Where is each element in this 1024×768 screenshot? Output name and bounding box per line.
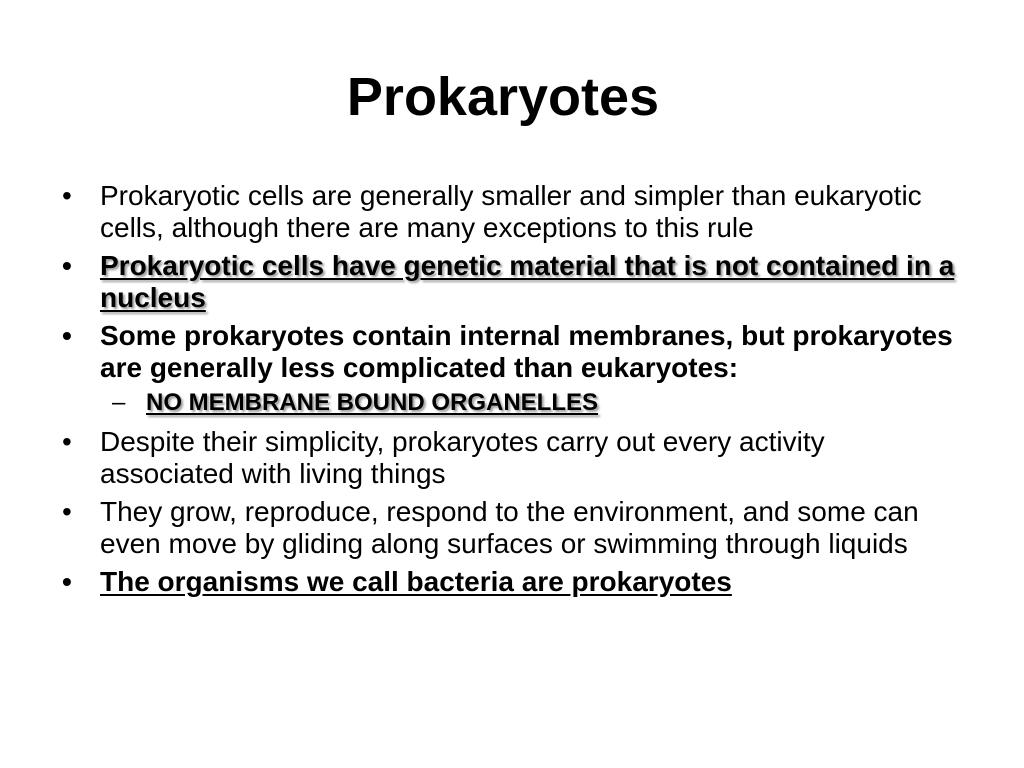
bullet-list [62, 180, 962, 604]
bullet-marker: • [62, 320, 72, 351]
bullet-item [62, 250, 962, 314]
bullet-text: Despite their simplicity, prokaryotes carry out every activity associated with living things [100, 426, 825, 489]
bullet-marker: • [62, 566, 72, 597]
sub-bullet-item [62, 388, 962, 418]
bullet-item [62, 180, 962, 244]
bullet-marker: • [62, 426, 72, 457]
bullet-marker: • [62, 250, 72, 281]
bullet-item [62, 426, 962, 490]
bullet-text: They grow, reproduce, respond to the environment, and some can even move by gliding along surfaces or swimming through liquids [100, 496, 919, 559]
bullet-text-emphasized: Prokaryotic cells have genetic material that is not contained in a nucleus [100, 250, 955, 313]
bullet-marker: • [62, 496, 72, 527]
slide-title: Prokaryotes [346, 67, 660, 127]
bullet-item [62, 320, 962, 384]
sub-bullet-text: NO MEMBRANE BOUND ORGANELLES [146, 389, 599, 416]
bullet-marker: • [62, 180, 72, 211]
bullet-item [62, 566, 962, 598]
bullet-text: Some prokaryotes contain internal membranes, but prokaryotes are generally less complicated than eukaryotes: [100, 320, 953, 383]
bullet-text-underlined: The organisms we call bacteria are prokaryotes [100, 566, 732, 597]
bullet-text: Prokaryotic cells are generally smaller and simpler than eukaryotic cells, although there are many exceptions to this rule [100, 180, 922, 243]
bullet-item [62, 496, 962, 560]
dash-marker: – [112, 389, 126, 416]
